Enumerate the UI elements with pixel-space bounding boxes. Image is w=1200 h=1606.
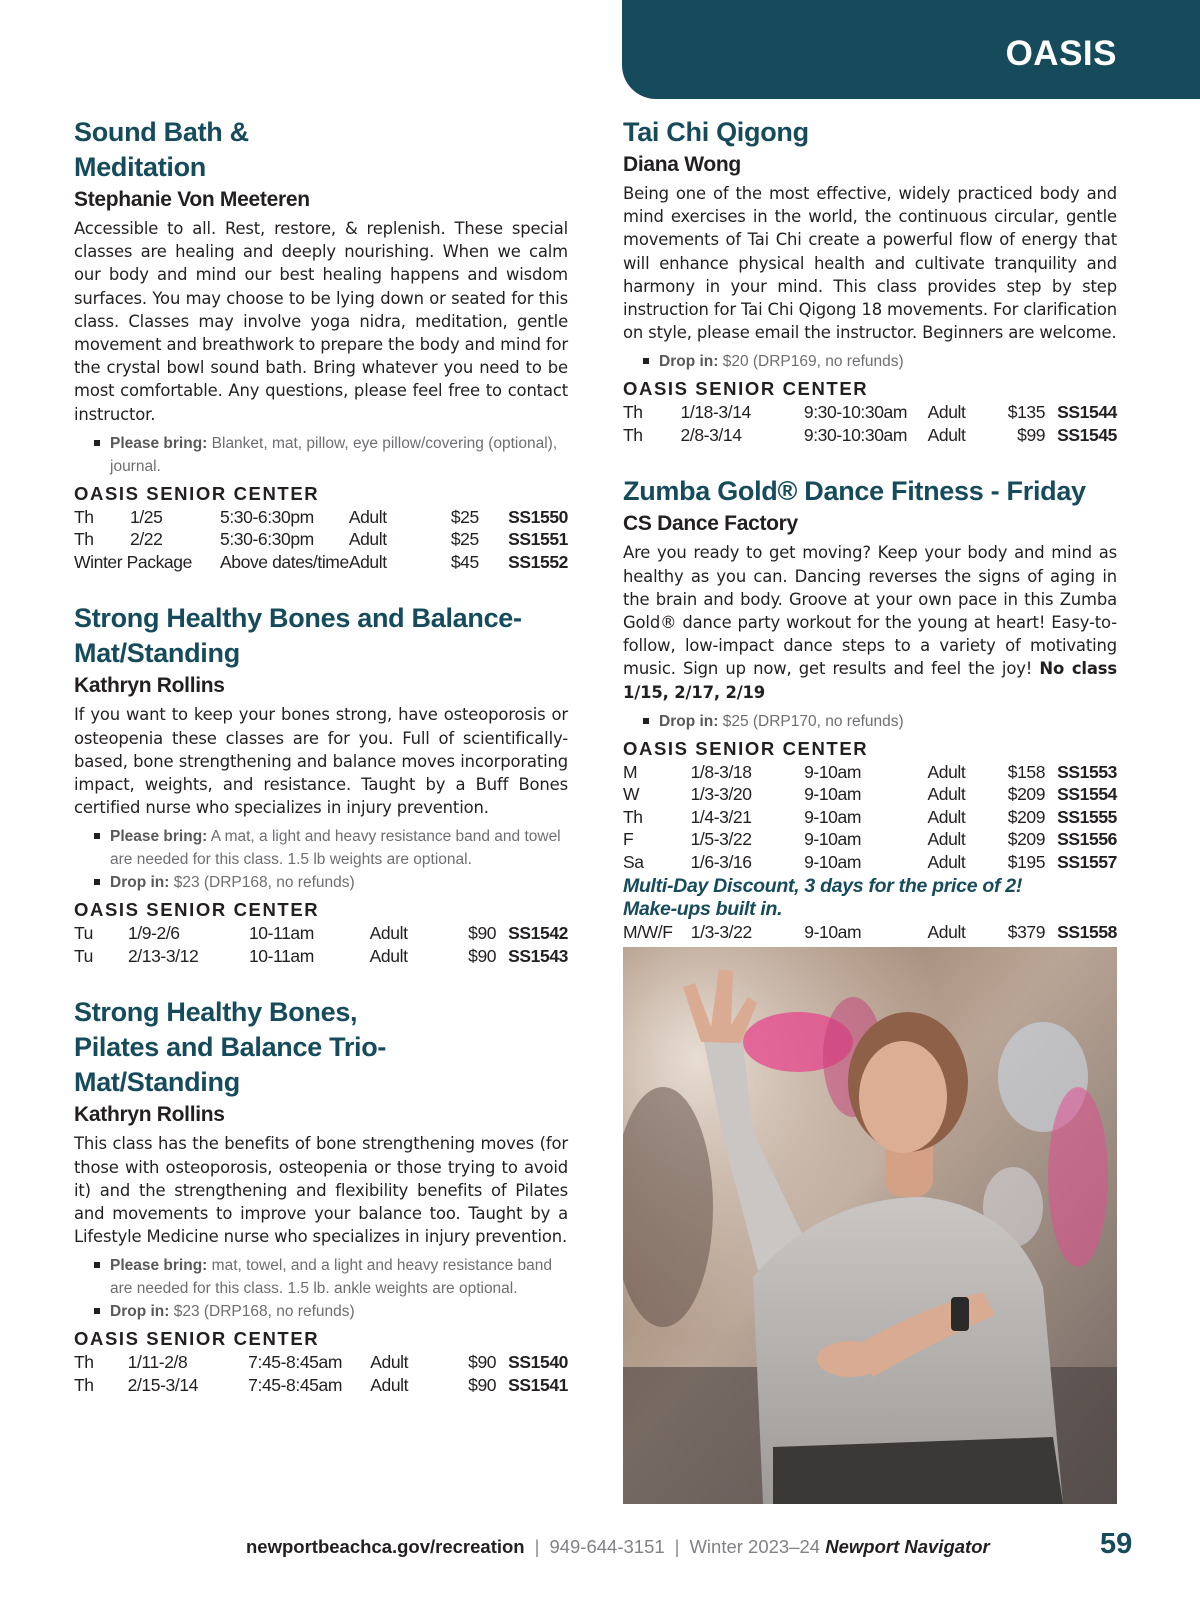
course-notes <box>74 1254 568 1323</box>
course-code: SS1557 <box>1057 851 1117 872</box>
course-instructor: Diana Wong <box>623 153 741 176</box>
course-notes <box>623 350 1117 373</box>
footer-season: Winter 2023–24 <box>689 1536 821 1557</box>
multi-day-discount: Multi-Day Discount, 3 days for the price of 2! Make-ups built in. <box>623 875 1023 921</box>
course-code: SS1540 <box>508 1352 568 1373</box>
discount-schedule-table <box>623 921 1117 944</box>
section-label: OASIS <box>1005 34 1117 73</box>
course-description: Being one of the most effective, widely practiced body and mind exercises in the world, the continuous circular, gentle movements of Tai Chi create a powerful flow of energy that will enhance physical health and cultivate tranquility and harmony in your mind. This class provides step by step instruction for Tai Chi Qigong 18 movements. For clarification on style, please email the instructor. Beginners are welcome. <box>623 184 1117 343</box>
table-row: Th 2/8-3/14 9:30-10:30am Adult $99 SS1545 <box>623 424 1117 445</box>
course-title: Zumba Gold® Dance Fitness - Friday <box>623 476 1086 507</box>
note-item: Drop in: $25 (DRP170, no refunds) <box>659 710 1117 733</box>
table-row: M 1/8-3/18 9-10am Adult $158 SS1553 <box>623 761 1117 782</box>
table-row: M/W/F 1/3-3/22 9-10am Adult $379 SS1558 <box>623 922 1117 943</box>
course-instructor: CS Dance Factory <box>623 512 798 536</box>
table-row: Sa 1/6-3/16 9-10am Adult $195 SS1557 <box>623 851 1117 872</box>
course-code: SS1550 <box>508 506 568 527</box>
table-row: Tu 2/13-3/12 10-11am Adult $90 SS1543 <box>74 945 568 966</box>
venue-heading: OASIS SENIOR CENTER <box>74 1328 320 1350</box>
course-description: Accessible to all. Rest, restore, & replenish. These special classes are healing and deeply nourishing. When we calm our body and mind our best healing happens and wisdom surfaces. You may choose to be lying down or seated for this class. Classes may involve yoga nidra, meditation, gentle movement and breathwork to prepare the body and mind for the crystal bowl sound bath. Bring whatever you need to be most comfortable. Any questions, please feel free to contact instructor. <box>74 219 568 424</box>
course-bones-pilates <box>74 995 568 1396</box>
table-row: Tu 1/9-2/6 10-11am Adult $90 SS1542 <box>74 923 568 944</box>
course-description: This class has the benefits of bone strengthening moves (for those with osteoporosis, osteopenia or those trying to avoid it) and the strengthening and flexibility benefits of Pilates and movements to improve your balance too. Taught by a Lifestyle Medicine nurse who specializes in injury prevention. <box>74 1134 568 1247</box>
course-tai-chi <box>623 115 1117 446</box>
venue-heading: OASIS SENIOR CENTER <box>623 378 869 400</box>
left-column <box>74 115 568 1424</box>
schedule-table <box>623 401 1117 446</box>
table-row: W 1/3-3/20 9-10am Adult $209 SS1554 <box>623 784 1117 805</box>
table-row: Th 1/18-3/14 9:30-10:30am Adult $135 SS1544 <box>623 402 1117 423</box>
course-code: SS1552 <box>508 551 568 572</box>
course-instructor: Kathryn Rollins <box>74 1103 225 1127</box>
note-item: Drop in: $23 (DRP168, no refunds) <box>110 871 568 894</box>
course-title: Strong Healthy Bones and Balance-Mat/Standing <box>74 603 522 669</box>
venue-heading: OASIS SENIOR CENTER <box>74 899 320 921</box>
course-notes <box>74 825 568 894</box>
course-notes <box>74 432 568 478</box>
table-row: Th 2/15-3/14 7:45-8:45am Adult $90 SS1541 <box>74 1374 568 1395</box>
course-instructor: Kathryn Rollins <box>74 674 225 698</box>
footer: newportbeachca.gov/recreation | 949-644-3151 | Winter 2023–24 Newport Navigator <box>246 1536 990 1557</box>
course-code: SS1554 <box>1057 784 1117 805</box>
course-description: Are you ready to get moving? Keep your body and mind as healthy as you can. Dancing reverses the signs of aging in the brain and body. Groove at your own pace in this Zumba Gold® dance party workout for the young at heart! Easy-to-follow, low-impact dance steps to a variety of motivating music. Sign up now, get results and feel the joy! No class 1/15, 2/17, 2/19 <box>623 543 1117 702</box>
course-code: SS1553 <box>1057 761 1117 782</box>
course-code: SS1544 <box>1057 402 1117 423</box>
course-instructor: Stephanie Von Meeteren <box>74 188 310 211</box>
course-title: Tai Chi Qigong <box>623 117 809 147</box>
footer-phone: 949-644-3151 <box>549 1536 665 1557</box>
table-row: Th 1/11-2/8 7:45-8:45am Adult $90 SS1540 <box>74 1352 568 1373</box>
course-code: SS1558 <box>1057 922 1117 943</box>
course-sound-bath <box>74 115 568 573</box>
footer-publication: Newport Navigator <box>825 1536 990 1557</box>
schedule-table <box>74 506 568 574</box>
table-row: Th 2/22 5:30-6:30pm Adult $25 SS1551 <box>74 529 568 550</box>
note-item: Please bring: Blanket, mat, pillow, eye pillow/covering (optional), journal. <box>110 432 568 478</box>
course-title: Strong Healthy Bones, Pilates and Balance Trio-Mat/Standing <box>74 997 387 1098</box>
schedule-table <box>74 1351 568 1396</box>
venue-heading: OASIS SENIOR CENTER <box>74 482 320 504</box>
course-code: SS1541 <box>508 1374 568 1395</box>
footer-website: newportbeachca.gov/recreation <box>246 1536 525 1557</box>
note-item: Please bring: mat, towel, and a light and heavy resistance band are needed for this class. 1.5 lb. ankle weights are optional. <box>110 1254 568 1300</box>
course-title: Sound Bath & Meditation <box>74 117 249 182</box>
course-code: SS1556 <box>1057 829 1117 850</box>
schedule-table <box>623 761 1117 874</box>
course-code: SS1543 <box>508 945 568 966</box>
table-row: Th 1/4-3/21 9-10am Adult $209 SS1555 <box>623 806 1117 827</box>
course-code: SS1551 <box>508 529 568 550</box>
tai-chi-photo <box>623 947 1117 1504</box>
section-tab <box>622 0 1200 99</box>
schedule-table <box>74 922 568 967</box>
note-item: Drop in: $23 (DRP168, no refunds) <box>110 1300 568 1323</box>
table-row: Winter Package Above dates/time Adult $45 SS1552 <box>74 551 568 572</box>
course-code: SS1542 <box>508 923 568 944</box>
course-code: SS1545 <box>1057 424 1117 445</box>
venue-heading: OASIS SENIOR CENTER <box>623 737 869 759</box>
right-column <box>623 115 1117 972</box>
course-description: If you want to keep your bones strong, have osteoporosis or osteopenia these classes are for you. Full of scientifically-based, bone strengthening and balance moves incorporating impact, weights, and resistance. Taught by a Buff Bones certified nurse who specializes in injury prevention. <box>74 705 568 818</box>
table-row: F 1/5-3/22 9-10am Adult $209 SS1556 <box>623 829 1117 850</box>
page-number: 59 <box>1100 1528 1133 1560</box>
course-code: SS1555 <box>1057 806 1117 827</box>
no-class-dates: No class 1/15, 2/17, 2/19 <box>623 659 1117 702</box>
course-zumba <box>623 474 1117 943</box>
note-item: Drop in: $20 (DRP169, no refunds) <box>659 350 1117 373</box>
note-item: Please bring: A mat, a light and heavy resistance band and towel are needed for this class. 1.5 lb weights are optional. <box>110 825 568 871</box>
course-bones-balance <box>74 601 568 967</box>
table-row: Th 1/25 5:30-6:30pm Adult $25 SS1550 <box>74 506 568 527</box>
course-notes <box>623 710 1117 733</box>
